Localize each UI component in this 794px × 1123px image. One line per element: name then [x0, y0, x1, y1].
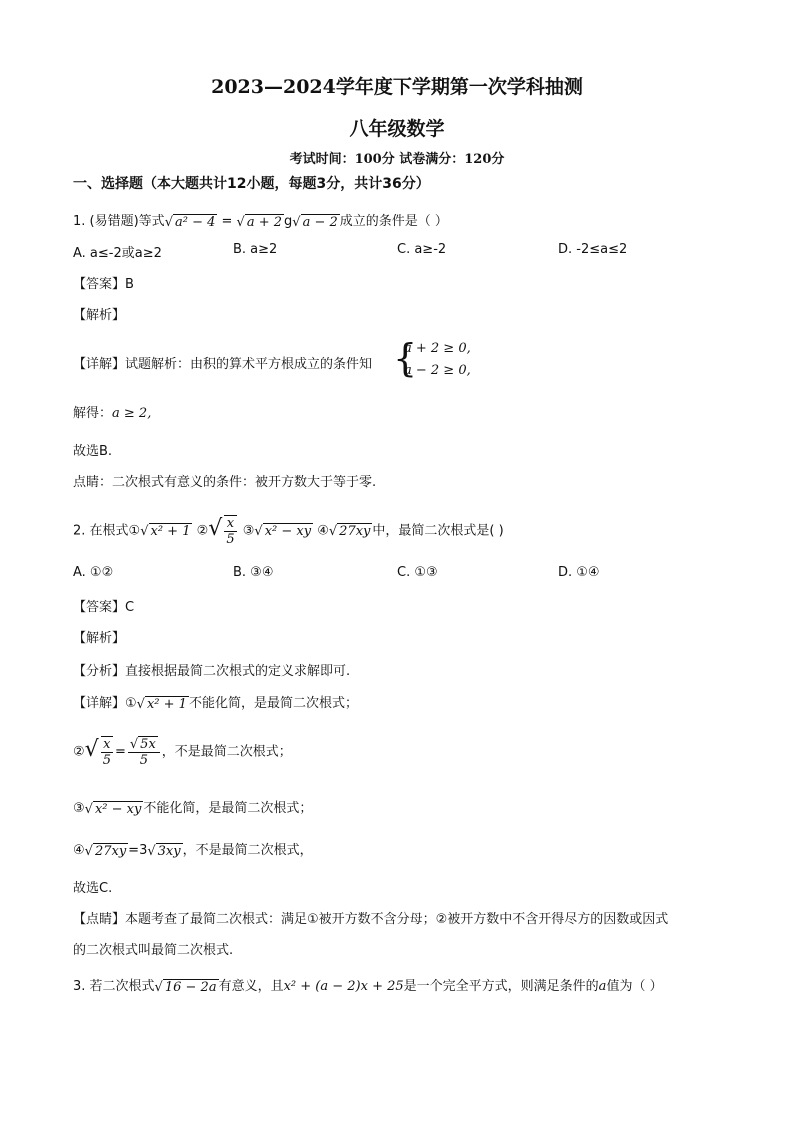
exam-info: 考试时间：100分 试卷满分：120分: [289, 152, 505, 167]
q1-option-a: A. a≤-2或a≥2: [73, 246, 162, 261]
exam-title: 2023—2024学年度下学期第一次学科抽测: [211, 76, 583, 98]
q3-suffix-1: 是一个完全平方式，则满足条件的: [403, 979, 599, 994]
sqrt-expression: √ a − 2: [292, 214, 338, 230]
inequality-system: [404, 338, 471, 382]
detail-2-prefix: ②: [73, 744, 85, 760]
q2-marker-2: ②: [196, 523, 209, 539]
sqrt-expression: √ x² + 1: [136, 696, 187, 712]
q2-marker-4: ④: [317, 523, 329, 539]
sqrt-expression: √ 16 − 2a: [154, 979, 217, 995]
sqrt-expression: √ x² + 1: [140, 524, 191, 539]
sqrt-fraction: √ $\frac{x}{5}$: [84, 736, 111, 768]
q2-answer: 【答案】C: [73, 600, 135, 615]
q1-choose: 故选B.: [73, 444, 113, 459]
q1-detail: 【详解】试题解析：由积的算术平方根成立的条件知: [73, 357, 373, 372]
fraction: $\frac{√ 5x}{5}$: [128, 736, 160, 768]
q2-option-a: A. ①②: [73, 565, 114, 580]
q2-option-b: B. ③④: [233, 565, 274, 580]
q2-option-d: D. ①④: [558, 565, 600, 580]
detail-4-prefix: ④: [73, 843, 85, 858]
detail-3-prefix: ③: [73, 801, 85, 816]
q3-prefix: 3. 若二次根式: [73, 979, 155, 994]
question-1-stem: 1. (易错题)等式√ a² − 4 = √ a + 2 g√ a − 2 成立的条件是（ ）: [73, 214, 448, 230]
q2-suffix: 中，最简二次根式是( ): [372, 523, 504, 539]
q2-choose: 故选C.: [73, 881, 113, 896]
q3-mid: 有意义，且: [218, 979, 284, 994]
sqrt-expression: √ a + 2: [236, 214, 283, 230]
q1-comment: 点睛：二次根式有意义的条件：被开方数大于等于零.: [73, 475, 377, 490]
q2-detail-2: [73, 736, 292, 768]
q1-option-c: C. a≥-2: [397, 242, 447, 257]
q1-option-b: B. a≥2: [233, 242, 278, 257]
sqrt-expression: √ x² − xy: [254, 524, 312, 539]
q2-option-c: C. ①③: [397, 565, 438, 580]
q1-answer: 【答案】B: [73, 277, 134, 292]
detail-4-suffix: ，不是最简二次根式，: [182, 843, 313, 858]
sqrt-fraction: √ $\frac{x}{5}$: [208, 515, 235, 547]
q2-prefix: 2. 在根式①: [73, 523, 141, 539]
q1-option-d: D. -2≤a≤2: [558, 242, 628, 257]
detail-4-mid: =3: [128, 843, 148, 858]
detail-1-prefix: 【详解】①: [73, 696, 137, 711]
question-2-stem: [73, 515, 504, 547]
q2-analysis: 【解析】: [73, 631, 126, 646]
q2-detail-4: [73, 839, 313, 859]
solve-expression: a ≥ 2,: [112, 406, 152, 421]
sqrt-expression: √ 27xy: [328, 524, 371, 539]
q2-detail-1: [73, 692, 358, 712]
q3-suffix-2: 值为（ ）: [606, 979, 663, 994]
question-3-stem: [73, 975, 663, 995]
q2-marker-3: ③: [242, 523, 255, 539]
detail-1-suffix: 不能化简，是最简二次根式；: [188, 696, 358, 711]
equals-sign: =: [114, 744, 126, 760]
sqrt-expression: √ 27xy: [84, 843, 127, 859]
q1-analysis: 【解析】: [73, 308, 126, 323]
q1-mid: g: [284, 214, 293, 229]
section-heading: 一、选择题（本大题共计12小题，每题3分，共计36分）: [73, 176, 430, 192]
solve-label: 解得：: [73, 406, 113, 421]
q1-prefix: 1. (易错题)等式: [73, 214, 165, 229]
exam-subtitle: 八年级数学: [349, 118, 445, 140]
q2-fenxi: 【分析】直接根据最简二次根式的定义求解即可.: [73, 664, 351, 679]
q2-comment-2: 的二次根式叫最简二次根式.: [73, 943, 234, 958]
q1-suffix: 成立的条件是（ ）: [339, 214, 448, 229]
sqrt-expression: √ x² − xy: [84, 801, 142, 817]
sqrt-expression: √ 3xy: [147, 843, 181, 859]
detail-2-suffix: ，不是最简二次根式；: [161, 744, 292, 760]
q3-expression: x² + (a − 2)x + 25: [283, 979, 404, 994]
q2-comment-1: 【点睛】本题考查了最简二次根式：满足①被开方数不含分母；②被开方数中不含开得尽方的因数或因式: [73, 912, 669, 927]
system-line-1: a + 2 ≥ 0,: [404, 341, 471, 356]
system-line-2: a − 2 ≥ 0,: [404, 363, 471, 378]
detail-3-suffix: 不能化简，是最简二次根式；: [143, 801, 313, 816]
q3-variable: a: [598, 979, 607, 994]
system-brace: {: [393, 336, 418, 380]
q1-solve: [73, 402, 151, 421]
sqrt-expression: √ a² − 4: [164, 214, 216, 230]
q2-detail-3: [73, 797, 312, 817]
